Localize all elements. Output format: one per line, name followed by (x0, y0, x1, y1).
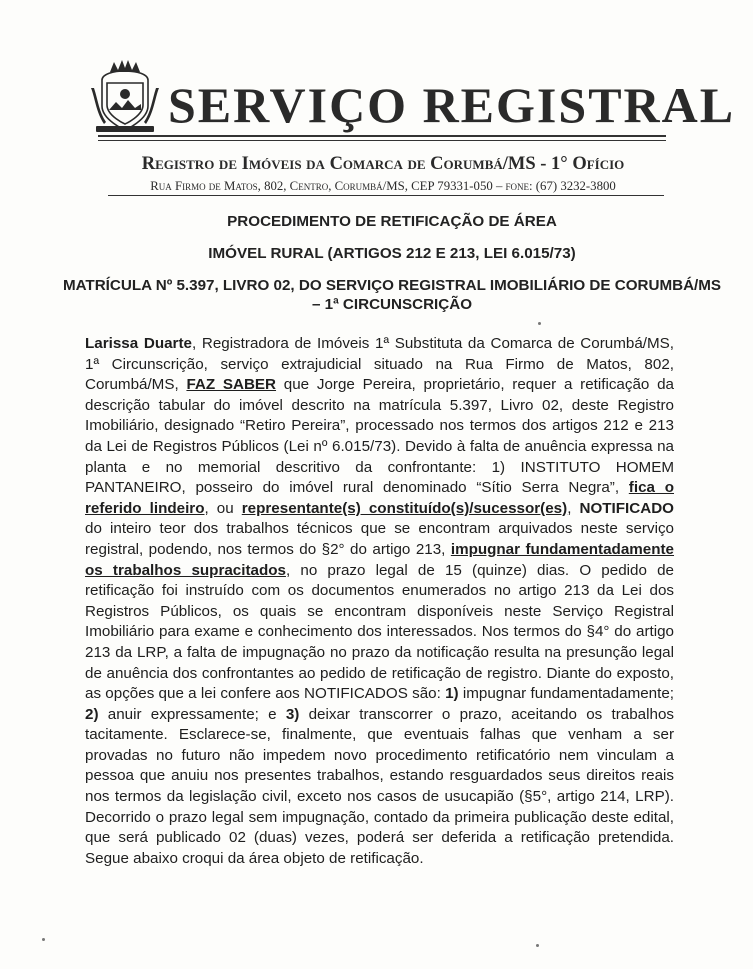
option-number: 2) (85, 705, 99, 723)
office-title: SERVIÇO REGISTRAL (168, 77, 736, 133)
body-segment: anuir expressamente; e (98, 705, 286, 723)
body-segment: deixar transcorrer o prazo, aceitando os trabalhos tacitamente. Esclarece-se, finalmente, que eventuais falhas que venham a ser provadas no futuro não impedem novo procedimento retificatório nem vinculam a pessoa que anuiu nos presentes trabalhos, estando resguardados seus direitos reais nos termos da legislação civil, exceto nos casos de usucapião (§5°, artigo 214, LRP). Decorrido o prazo legal sem impugnação, contado da primeira publicação deste edital, que será publicado 02 (duas) vezes, poderá ser deferida a retificação pretendida. Segue abaixo croqui da área objeto de retificação. (85, 705, 674, 867)
lindeiro-emphasis: fica o referido lindeiro (85, 479, 674, 517)
body-segment: que Jorge Pereira, proprietário, requer a retificação da descrição tabular do imóvel descrito na matrícula 5.397, Livro 02, deste Registro Imobiliário, designado “Retiro Pereira”, processado nos termos dos artigos 212 e 213 da Lei de Registros Públicos (Lei nº 6.015/73). Devido à falta de anuência expressa na planta e no memorial descritivo da confrontante: 1) INSTITUTO HOMEM PANTANEIRO, posseiro do imóvel rural denominado “Sítio Serra Negra”, (85, 376, 674, 497)
body-segment: , Registradora de Imóveis 1ª Substituta da Comarca de Corumbá/MS, 1ª Circunscrição, serviço extrajudicial situado na Rua Firmo de Matos, 802, Corumbá/MS, (85, 335, 674, 394)
scan-speck (536, 944, 539, 947)
body-segment: , ou (204, 499, 242, 517)
state-seal-icon (88, 58, 162, 136)
property-heading: IMÓVEL RURAL (ARTIGOS 212 E 213, LEI 6.015/73) (208, 245, 576, 262)
registrar-name: Larissa Duarte (85, 335, 192, 352)
office-subtitle: Registro de Imóveis da Comarca de Corumbá/MS - 1° Ofício (141, 154, 625, 174)
representative-emphasis: representante(s) constituído(s)/sucessor(es) (241, 499, 568, 517)
header-divider-thin (98, 140, 666, 141)
scan-speck (42, 938, 45, 941)
body-segment: impugnar fundamentadamente; (458, 685, 675, 703)
impugnation-emphasis: impugnar fundamentadamente os trabalhos supracitados (85, 540, 675, 579)
notified-label: NOTIFICADO (579, 499, 674, 517)
office-address: Rua Firmo de Matos, 802, Centro, Corumbá/MS, CEP 79331-050 – fone: (67) 3232-3800 (150, 179, 616, 193)
body-segment: , no prazo legal de 15 (quinze) dias. O pedido de retificação foi instruído com os documentos enumerados no artigo 213 da Lei dos Registros Públicos, os quais se encontram disponíveis neste Serviço Registral Imobiliário para exame e conhecimento dos interessados. Nos termos do §4° do artigo 213 da LRP, a falta de impugnação no prazo da notificação resulta na presunção legal de anuência dos confrontantes ao pedido de retificação de registro. Diante do exposto, as opções que a lei confere aos NOTIFICADOS são: (85, 561, 674, 703)
registration-heading: MATRÍCULA Nº 5.397, LIVRO 02, DO SERVIÇO REGISTRAL IMOBILIÁRIO DE CORUMBÁ/MS – 1ª CIRCUNSCRIÇÃO (62, 277, 722, 313)
faz-saber-label: FAZ SABER (186, 376, 277, 394)
option-number: 1) (445, 685, 459, 703)
body-segment: do inteiro teor dos trabalhos técnicos que se encontram arquivados neste serviço registral, podendo, nos termos do §2° do artigo 213, (85, 520, 674, 558)
address-divider (108, 195, 664, 196)
scan-speck (538, 322, 541, 325)
body-segment: , (567, 499, 580, 517)
header-divider (98, 135, 666, 137)
notice-body (85, 334, 674, 869)
option-number: 3) (285, 705, 300, 723)
procedure-heading: PROCEDIMENTO DE RETIFICAÇÃO DE ÁREA (227, 213, 557, 230)
